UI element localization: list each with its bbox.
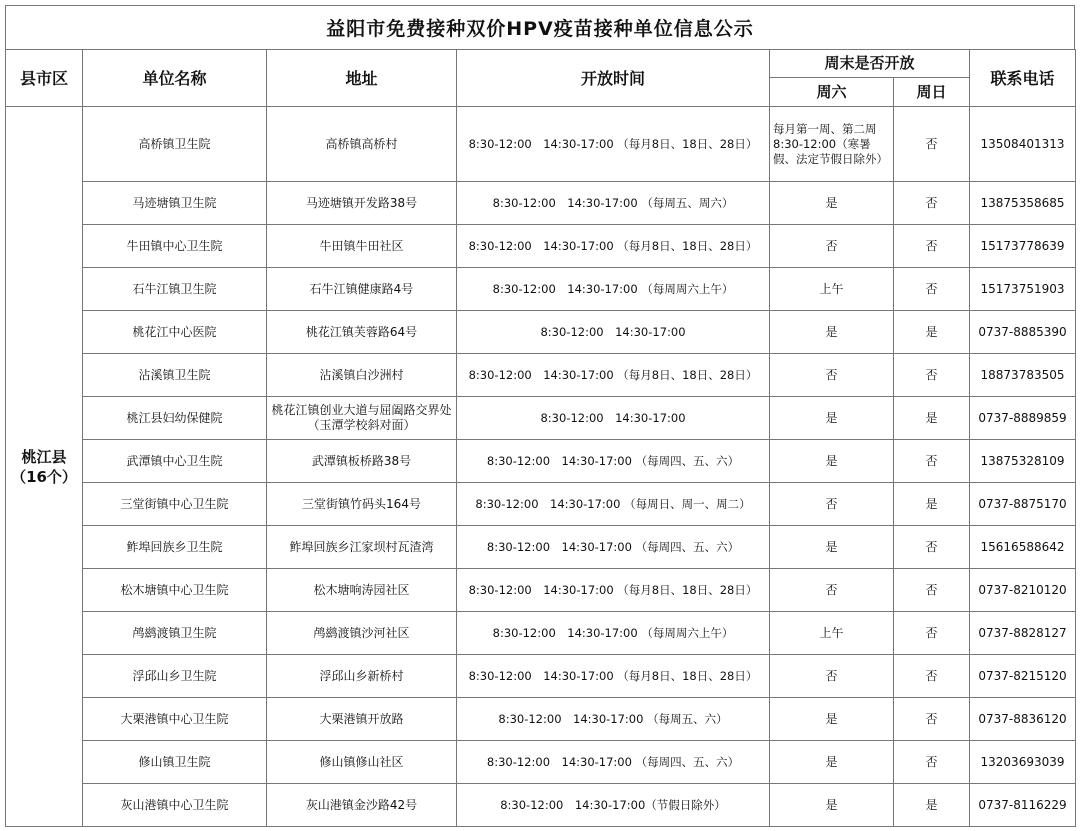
phone-number: 15173751903 — [970, 268, 1076, 311]
unit-name: 大栗港镇中心卫生院 — [83, 698, 267, 741]
saturday-open: 是 — [770, 741, 894, 784]
unit-address: 灰山港镇金沙路42号 — [267, 784, 457, 827]
sunday-open: 是 — [894, 784, 970, 827]
unit-address: 松木塘响涛园社区 — [267, 569, 457, 612]
unit-address: 沾溪镇白沙洲村 — [267, 354, 457, 397]
open-hours: 8:30-12:00 14:30-17:00 （每月8日、18日、28日） — [457, 569, 770, 612]
unit-name: 桃江县妇幼保健院 — [83, 397, 267, 440]
saturday-open: 是 — [770, 784, 894, 827]
table-row — [6, 784, 1076, 827]
open-hours: 8:30-12:00 14:30-17:00 （每月8日、18日、28日） — [457, 354, 770, 397]
phone-number: 0737-8116229 — [970, 784, 1076, 827]
table-row — [6, 612, 1076, 655]
open-hours: 8:30-12:00 14:30-17:00 （每周四、五、六） — [457, 526, 770, 569]
unit-address: 武潭镇板桥路38号 — [267, 440, 457, 483]
unit-name: 鸬鹚渡镇卫生院 — [83, 612, 267, 655]
phone-number: 0737-8210120 — [970, 569, 1076, 612]
sunday-open: 否 — [894, 698, 970, 741]
header-weekend-open: 周末是否开放 — [770, 50, 970, 78]
header-open-hours: 开放时间 — [457, 50, 770, 107]
sunday-open: 是 — [894, 397, 970, 440]
table-row — [6, 354, 1076, 397]
saturday-open: 是 — [770, 440, 894, 483]
phone-number: 0737-8889859 — [970, 397, 1076, 440]
phone-number: 13875358685 — [970, 182, 1076, 225]
saturday-open: 是 — [770, 698, 894, 741]
sunday-open: 否 — [894, 182, 970, 225]
sunday-open: 否 — [894, 440, 970, 483]
unit-address: 三堂街镇竹码头164号 — [267, 483, 457, 526]
unit-name: 鲊埠回族乡卫生院 — [83, 526, 267, 569]
document-title: 益阳市免费接种双价HPV疫苗接种单位信息公示 — [5, 5, 1075, 49]
unit-name: 马迹塘镇卫生院 — [83, 182, 267, 225]
unit-name: 三堂街镇中心卫生院 — [83, 483, 267, 526]
header-phone: 联系电话 — [970, 50, 1076, 107]
saturday-open: 否 — [770, 483, 894, 526]
phone-number: 13203693039 — [970, 741, 1076, 784]
unit-address: 马迹塘镇开发路38号 — [267, 182, 457, 225]
table-row — [6, 311, 1076, 354]
unit-name: 沾溪镇卫生院 — [83, 354, 267, 397]
unit-name: 高桥镇卫生院 — [83, 107, 267, 182]
sunday-open: 否 — [894, 612, 970, 655]
unit-address: 牛田镇牛田社区 — [267, 225, 457, 268]
unit-address: 修山镇修山社区 — [267, 741, 457, 784]
unit-name: 修山镇卫生院 — [83, 741, 267, 784]
unit-address: 桃花江镇芙蓉路64号 — [267, 311, 457, 354]
unit-address: 石牛江镇健康路4号 — [267, 268, 457, 311]
header-saturday: 周六 — [770, 78, 894, 107]
vaccination-units-table — [5, 49, 1076, 827]
table-row — [6, 483, 1076, 526]
phone-number: 13875328109 — [970, 440, 1076, 483]
open-hours: 8:30-12:00 14:30-17:00 （每周周六上午） — [457, 268, 770, 311]
sunday-open: 否 — [894, 354, 970, 397]
sunday-open: 否 — [894, 107, 970, 182]
saturday-open: 是 — [770, 397, 894, 440]
phone-number: 0737-8836120 — [970, 698, 1076, 741]
open-hours: 8:30-12:00 14:30-17:00 （每周四、五、六） — [457, 440, 770, 483]
county-unit-count: （16个） — [11, 467, 77, 486]
sunday-open: 否 — [894, 225, 970, 268]
saturday-open: 否 — [770, 569, 894, 612]
unit-address: 高桥镇高桥村 — [267, 107, 457, 182]
sunday-open: 否 — [894, 569, 970, 612]
open-hours: 8:30-12:00 14:30-17:00 （每周四、五、六） — [457, 741, 770, 784]
table-row — [6, 569, 1076, 612]
open-hours: 8:30-12:00 14:30-17:00 — [457, 397, 770, 440]
saturday-open: 是 — [770, 311, 894, 354]
saturday-open: 每月第一周、第二周8:30-12:00（寒暑假、法定节假日除外） — [770, 107, 894, 182]
phone-number: 15616588642 — [970, 526, 1076, 569]
sunday-open: 是 — [894, 483, 970, 526]
table-row — [6, 397, 1076, 440]
unit-address: 大栗港镇开放路 — [267, 698, 457, 741]
sunday-open: 否 — [894, 655, 970, 698]
header-county: 县市区 — [6, 50, 83, 107]
notice-document — [5, 5, 1075, 826]
phone-number: 0737-8885390 — [970, 311, 1076, 354]
saturday-open: 上午 — [770, 612, 894, 655]
phone-number: 0737-8875170 — [970, 483, 1076, 526]
phone-number: 0737-8215120 — [970, 655, 1076, 698]
phone-number: 18873783505 — [970, 354, 1076, 397]
sunday-open: 否 — [894, 526, 970, 569]
unit-address: 桃花江镇创业大道与屈阖路交界处（玉潭学校斜对面） — [267, 397, 457, 440]
unit-name: 灰山港镇中心卫生院 — [83, 784, 267, 827]
table-row — [6, 698, 1076, 741]
open-hours: 8:30-12:00 14:30-17:00（节假日除外） — [457, 784, 770, 827]
header-sunday: 周日 — [894, 78, 970, 107]
table-row — [6, 440, 1076, 483]
open-hours: 8:30-12:00 14:30-17:00 — [457, 311, 770, 354]
open-hours: 8:30-12:00 14:30-17:00 （每月8日、18日、28日） — [457, 655, 770, 698]
sunday-open: 是 — [894, 311, 970, 354]
unit-name: 浮邱山乡卫生院 — [83, 655, 267, 698]
county-name: 桃江县 — [21, 447, 67, 466]
unit-name: 石牛江镇卫生院 — [83, 268, 267, 311]
table-row — [6, 107, 1076, 182]
unit-address: 鸬鹚渡镇沙河社区 — [267, 612, 457, 655]
unit-address: 浮邱山乡新桥村 — [267, 655, 457, 698]
header-unit-name: 单位名称 — [83, 50, 267, 107]
open-hours: 8:30-12:00 14:30-17:00 （每周日、周一、周二） — [457, 483, 770, 526]
table-row — [6, 225, 1076, 268]
table-row — [6, 655, 1076, 698]
table-row — [6, 741, 1076, 784]
sunday-open: 否 — [894, 741, 970, 784]
table-row — [6, 526, 1076, 569]
county-cell — [6, 107, 83, 827]
saturday-open: 上午 — [770, 268, 894, 311]
open-hours: 8:30-12:00 14:30-17:00 （每月8日、18日、28日） — [457, 107, 770, 182]
saturday-open: 是 — [770, 182, 894, 225]
table-row — [6, 268, 1076, 311]
unit-address: 鲊埠回族乡江家坝村瓦渣湾 — [267, 526, 457, 569]
saturday-open: 否 — [770, 354, 894, 397]
open-hours: 8:30-12:00 14:30-17:00 （每周周六上午） — [457, 612, 770, 655]
unit-name: 桃花江中心医院 — [83, 311, 267, 354]
open-hours: 8:30-12:00 14:30-17:00 （每周五、六） — [457, 698, 770, 741]
sunday-open: 否 — [894, 268, 970, 311]
open-hours: 8:30-12:00 14:30-17:00 （每周五、周六） — [457, 182, 770, 225]
saturday-open: 否 — [770, 225, 894, 268]
table-row — [6, 182, 1076, 225]
unit-name: 武潭镇中心卫生院 — [83, 440, 267, 483]
unit-name: 牛田镇中心卫生院 — [83, 225, 267, 268]
header-address: 地址 — [267, 50, 457, 107]
phone-number: 0737-8828127 — [970, 612, 1076, 655]
table-body — [6, 107, 1076, 827]
phone-number: 13508401313 — [970, 107, 1076, 182]
open-hours: 8:30-12:00 14:30-17:00 （每月8日、18日、28日） — [457, 225, 770, 268]
saturday-open: 否 — [770, 655, 894, 698]
unit-name: 松木塘镇中心卫生院 — [83, 569, 267, 612]
saturday-open: 是 — [770, 526, 894, 569]
phone-number: 15173778639 — [970, 225, 1076, 268]
